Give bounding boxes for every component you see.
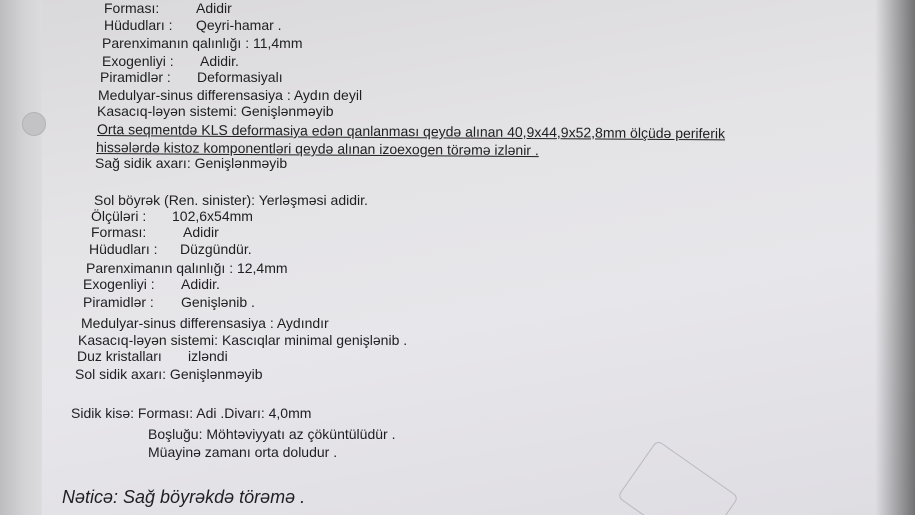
left-kidney-heading: Sol böyrək (Ren. sinister): Yerləşməsi adidir.	[94, 192, 368, 208]
left-echogenicity-label: Exogenliyi :	[83, 276, 155, 292]
left-ureter-line: Sol sidik axarı: Genişlənməyib	[75, 366, 263, 382]
left-borders-label: Hüdudları :	[89, 241, 158, 257]
left-salt-value: izləndi	[188, 348, 228, 364]
bladder-filling-line: Müayinə zamanı orta doludur .	[148, 444, 338, 460]
right-shape-value: Adidir	[196, 0, 232, 16]
punch-hole	[22, 112, 46, 136]
right-pcs-line: Kasacıq-ləyən sistemi: Genişlənməyib	[97, 103, 334, 119]
conclusion-line: Nəticə: Sağ böyrəkdə törəmə .	[62, 487, 306, 507]
right-ureter-line: Sağ sidik axarı: Genişlənməyib	[95, 155, 288, 171]
left-borders-value: Düzgündür.	[180, 241, 252, 257]
left-size-label: Ölçüləri :	[91, 208, 147, 224]
bladder-shape-wall-line: Sidik kisə: Forması: Adi .Divarı: 4,0mm	[71, 405, 312, 421]
left-pyramids-value: Genişlənib .	[181, 294, 255, 310]
left-shape-label: Forması:	[91, 224, 147, 240]
edge-shadow	[875, 0, 915, 515]
left-pyramids-label: Piramidlər :	[83, 294, 154, 310]
right-echogenicity-value: Adidir.	[200, 53, 239, 69]
right-echogenicity-label: Exogenliyi :	[102, 53, 174, 69]
bladder-cavity-line: Boşluğu: Möhtəviyyatı az çöküntülüdür .	[148, 426, 396, 442]
right-borders-label: Hüdudları :	[104, 17, 173, 33]
right-shape-label: Forması:	[104, 0, 160, 16]
left-salt-label: Duz kristalları	[77, 348, 162, 364]
left-pcs-line: Kasacıq-ləyən sistemi: Kascıqlar minimal genişlənib .	[78, 332, 408, 348]
left-medullary-line: Medulyar-sinus differensasiya : Aydındır	[81, 315, 329, 331]
right-medullary-line: Medulyar-sinus differensasiya : Aydın deyil	[98, 87, 363, 103]
right-pyramids-label: Piramidlər :	[100, 69, 171, 85]
right-parenchyma-line: Parenximanın qalınlığı : 11,4mm	[102, 35, 303, 51]
left-shape-value: Adidir	[183, 224, 219, 240]
left-size-value: 102,6x54mm	[172, 208, 253, 224]
left-parenchyma-line: Parenximanın qalınlığı : 12,4mm	[86, 260, 288, 276]
left-echogenicity-value: Adidir.	[181, 276, 220, 292]
right-borders-value: Qeyri-hamar .	[196, 17, 282, 33]
paper-fold	[0, 0, 42, 515]
right-finding-line-1: Orta seqmentdə KLS deformasiya edən qanlanması qeydə alınan 40,9x44,9x52,8mm ölçüdə periferik	[96, 121, 726, 142]
right-finding-line-2: hissələrdə kistoz komponentləri qeydə alınan izoexogen törəmə izlənir .	[95, 139, 539, 159]
faint-stamp	[617, 440, 739, 515]
right-pyramids-value: Deformasiyalı	[197, 69, 283, 85]
